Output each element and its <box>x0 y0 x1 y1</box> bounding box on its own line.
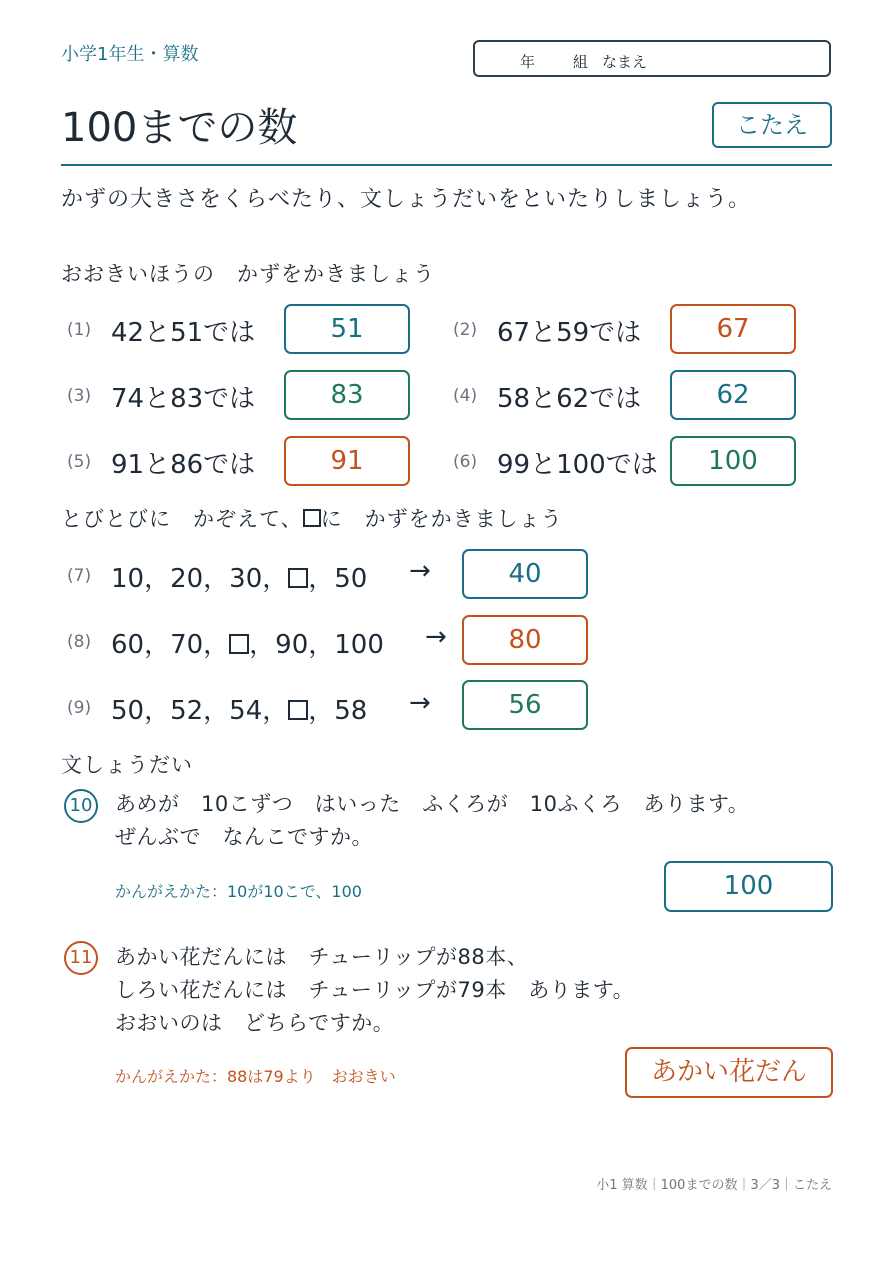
instruction: かずの大きさをくらべたり、文しょうだいをといたりしましょう。 <box>61 187 752 212</box>
section2-heading <box>61 503 563 533</box>
sequence-text <box>111 690 367 727</box>
blank-square-icon <box>288 568 308 588</box>
answer-tag: こたえ <box>712 102 832 148</box>
question-number: (2) <box>453 320 478 340</box>
question-number: (3) <box>67 386 92 406</box>
section1-heading: おおきいほうの かずをかきましょう <box>61 262 435 286</box>
name-box-year: 年 <box>520 53 536 71</box>
question-text: 99と100では <box>497 450 658 480</box>
section3-heading: 文しょうだい <box>61 753 193 777</box>
answer-box[interactable]: 62 <box>670 370 796 420</box>
section2-heading-b: に かずをかきましょう <box>320 507 563 531</box>
question-number: (6) <box>453 452 478 472</box>
sequence-text <box>111 558 367 595</box>
answer-box[interactable]: 83 <box>284 370 410 420</box>
problem-number-badge: 10 <box>64 789 98 823</box>
sequence-post: ，58 <box>308 696 368 726</box>
name-box[interactable] <box>473 40 831 77</box>
word-problem-line: あめが 10こずつ はいった ふくろが 10ふくろ あります。 <box>115 792 750 816</box>
word-problem-line: おおいのは どちらですか。 <box>115 1011 395 1035</box>
question-number: (1) <box>67 320 92 340</box>
answer-box[interactable]: あかい花だん <box>625 1047 833 1098</box>
word-problem-line: あかい花だんには チューリップが88本、 <box>115 945 529 969</box>
question-number: (9) <box>67 698 92 718</box>
answer-box[interactable]: 100 <box>670 436 796 486</box>
question-text: 58と62では <box>497 384 642 414</box>
answer-box[interactable]: 40 <box>462 549 588 599</box>
problem-number-badge: 11 <box>64 941 98 975</box>
word-problem-text <box>115 941 634 1040</box>
question-text: 91と86では <box>111 450 256 480</box>
question-number: (7) <box>67 566 92 586</box>
hint-text: かんがえかた：10が10こで、100 <box>115 882 362 901</box>
question-text: 67と59では <box>497 318 642 348</box>
question-number: (4) <box>453 386 478 406</box>
section2-heading-a: とびとびに かぞえて、 <box>61 507 303 531</box>
question-number: (8) <box>67 632 92 652</box>
question-text: 74と83では <box>111 384 256 414</box>
answer-box[interactable]: 91 <box>284 436 410 486</box>
answer-box[interactable]: 67 <box>670 304 796 354</box>
blank-square-icon <box>229 634 249 654</box>
sequence-pre: 60，70， <box>111 630 230 660</box>
arrow-icon: → <box>425 622 447 652</box>
page-footer: 小1 算数｜100までの数｜3／3｜こたえ <box>596 1178 832 1193</box>
sequence-post: ，90，100 <box>249 630 384 660</box>
word-problem-line: しろい花だんには チューリップが79本 あります。 <box>115 978 635 1002</box>
answer-box[interactable]: 100 <box>664 861 833 912</box>
arrow-icon: → <box>409 556 431 586</box>
word-problem-text <box>115 788 749 854</box>
word-problem-line: ぜんぶで なんこですか。 <box>115 825 373 849</box>
answer-box[interactable]: 80 <box>462 615 588 665</box>
name-box-class: 組 <box>573 53 589 71</box>
question-text: 42と51では <box>111 318 256 348</box>
blank-square-icon <box>288 700 308 720</box>
answer-box[interactable]: 51 <box>284 304 410 354</box>
answer-box[interactable]: 56 <box>462 680 588 730</box>
name-box-name: なまえ <box>602 53 648 71</box>
page-title: 100までの数 <box>61 105 298 151</box>
subject-label: 小学1年生・算数 <box>61 44 199 65</box>
blank-square-icon <box>303 509 321 527</box>
title-divider <box>61 164 832 166</box>
sequence-pre: 50，52，54， <box>111 696 289 726</box>
hint-text: かんがえかた：88は79より おおきい <box>115 1067 396 1086</box>
sequence-post: ，50 <box>308 564 368 594</box>
arrow-icon: → <box>409 688 431 718</box>
sequence-text <box>111 624 384 661</box>
sequence-pre: 10，20，30， <box>111 564 289 594</box>
question-number: (5) <box>67 452 92 472</box>
